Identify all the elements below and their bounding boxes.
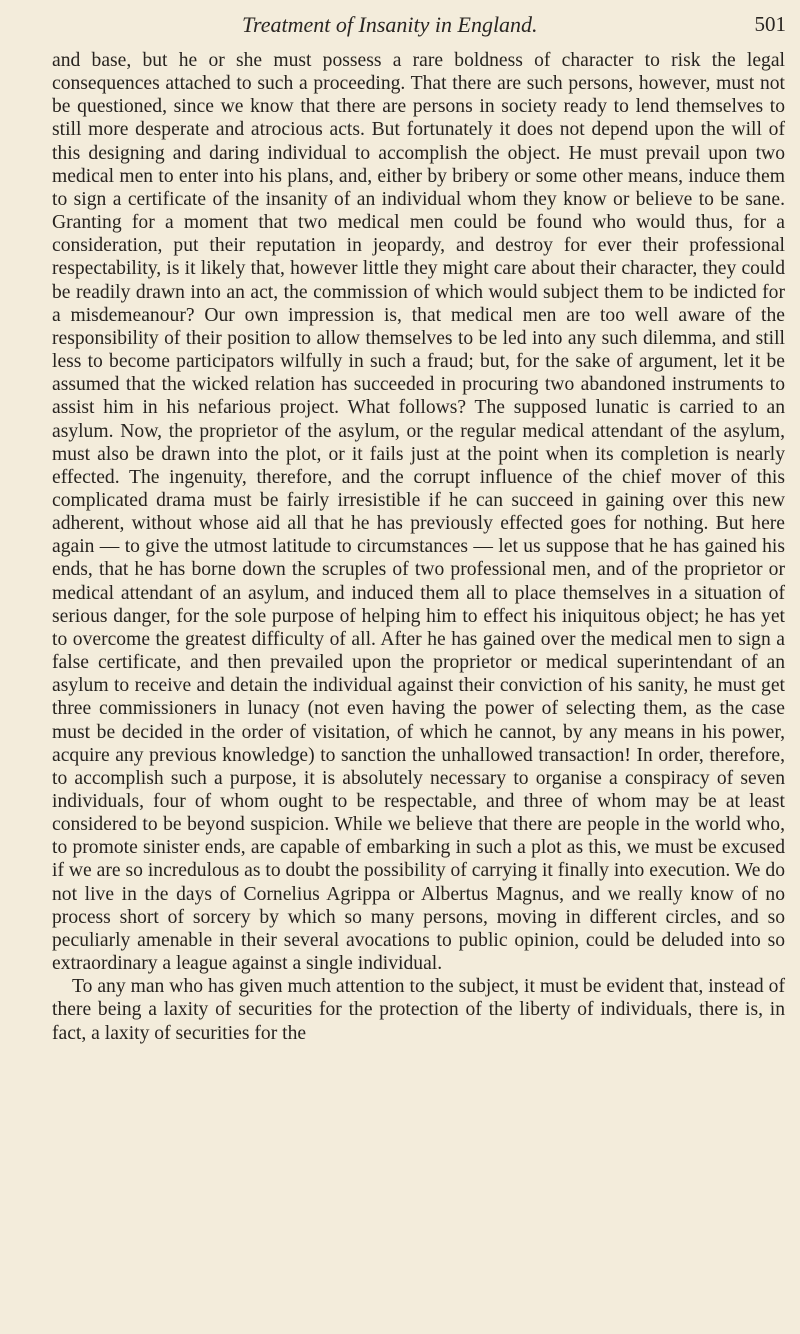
- page-number: 501: [754, 12, 786, 36]
- paragraph: To any man who has given much attention to the subject, it must be evident that, instead of there being a laxity of securities for the protection of the liberty of individuals, there is, in fact, a laxity of securities for the: [52, 976, 785, 1044]
- page-header: [52, 12, 786, 38]
- body-text: [52, 49, 785, 1045]
- paragraph: and base, but he or she must possess a rare boldness of character to risk the legal consequences attached to such a proceeding. That there are such persons, however, must not be questioned, since we know that there are persons in society ready to lend themselves to still more desperate and atrocious acts. But fortunately it does not depend upon the will of this designing and daring individual to accomplish the object. He must prevail upon two medical men to enter into his plans, and, either by bribery or some other means, induce them to sign a certificate of the insanity of an individual whom they know or believe to be sane. Granting for a moment that two medical men could be found who would thus, for a consideration, put their reputation in jeopardy, and destroy for ever their professional respectability, is it likely that, however little they might care about their character, they could be readily drawn into an act, the commission of which would subject them to be indicted for a misdemeanour? Our own impression is, that medical men are too well aware of the responsibility of their position to allow themselves to be led into any such dilemma, and still less to become participators wilfully in such a fraud; but, for the sake of argument, let it be assumed that the wicked relation has succeeded in procuring two abandoned instruments to assist him in his nefarious project. What follows? The supposed lunatic is carried to an asylum. Now, the proprietor of the asylum, or the regular medical attendant of the asylum, must also be drawn into the plot, or it fails just at the point when its completion is nearly effected. The ingenuity, therefore, and the corrupt influence of the chief mover of this complicated drama must be fairly irresistible if he can succeed in gaining over this new adherent, without whose aid all that he has previously effected goes for nothing. But here again — to give the utmost latitude to circumstances — let us suppose that he has gained his ends, that he has borne down the scruples of two professional men, and of the proprietor or medical attendant of an asylum, and induced them all to place themselves in a situation of serious danger, for the sole purpose of helping him to effect his iniquitous object; he has yet to overcome the greatest difficulty of all. After he has gained over the medical men to sign a false certificate, and then prevailed upon the proprietor or medical superintendant of an asylum to receive and detain the individual against their conviction of his sanity, he must get three commissioners in lunacy (not even having the power of selecting them, as the case must be decided in the order of visitation, of which he cannot, by any means in his power, acquire any previous knowledge) to sanction the unhallowed transaction! In order, therefore, to accomplish such a purpose, it is absolutely necessary to organise a conspiracy of seven individuals, four of whom ought to be respectable, and three of whom may be at least considered to be beyond suspicion. While we believe that there are people in the world who, to promote sinister ends, are capable of embarking in such a plot as this, we must be excused if we are so incredulous as to doubt the possibility of carrying it finally into execution. We do not live in the days of Cornelius Agrippa or Albertus Magnus, and we really know of no process short of sorcery by which so many persons, moving in different circles, and so peculiarly amenable in their several avocations to public opinion, could be deluded into so extraordinary a league against a single individual.: [52, 50, 785, 975]
- running-title: Treatment of Insanity in England.: [242, 12, 538, 37]
